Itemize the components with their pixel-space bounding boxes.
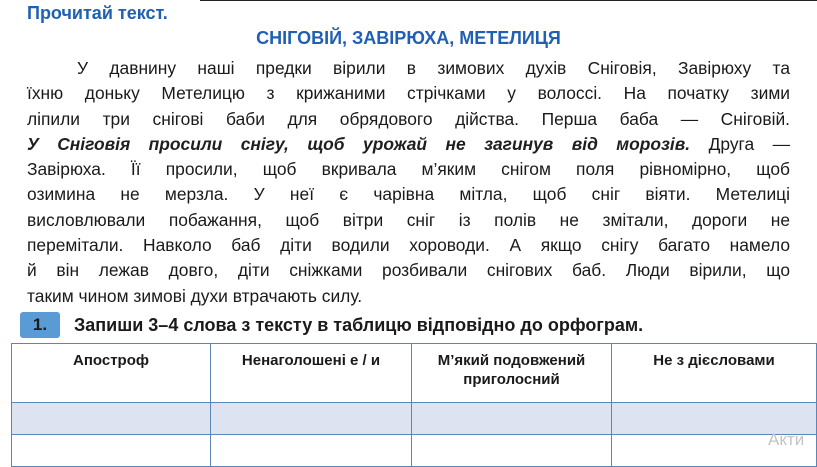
text-line: таким чином зимові духи втрачають силу. [27,285,363,306]
answer-table [11,343,817,467]
table-header-row [12,344,817,403]
task-number-badge: 1. [20,312,60,338]
table-cell[interactable] [12,403,211,435]
task-instruction: Запиши 3–4 слова з тексту в таблицю відповідно до орфограм. [74,314,644,335]
text-line: Завірюха. Її просили, щоб вкривала м’яким снігом поля рівномірно, щоб [27,159,790,180]
text-line-emphasis [27,132,790,157]
emphasis-sentence: У Сніговія просили снігу, щоб урожай не загинув від морозів. [27,133,691,154]
text-line: перемітали. Навколо баб діти водили хороводи. А якщо снігу багато намело [27,235,790,256]
column-header-soft-doubled-consonant: М’який подовжений приголосний [412,344,612,403]
top-rule [200,0,817,1]
table-cell[interactable] [211,403,412,435]
text-line: висловлювали побажання, щоб вітри сніг із полів не змітали, дороги не [27,209,790,230]
text-title: СНІГОВІЙ, ЗАВІРЮХА, МЕТЕЛИЦЯ [256,28,561,48]
text-line: У давнину наші предки вірили в зимових духів Сніговія, Завірюху та [77,58,790,78]
task [20,312,643,338]
column-header-apostrophe: Апостроф [12,344,211,403]
text-line: ліпили три снігові баби для обрядового дійства. Перша баба — Сніговій. [27,108,790,129]
section-heading: Прочитай текст. [27,3,168,23]
text-line: озимина не мерзла. У неї є чарівна мітла, щоб сніг віяти. Метелиці [27,184,790,205]
text-line: їхню доньку Метелицю з крижаними стрічками у волоссі. На початку зими [27,83,790,104]
table-row [12,403,817,435]
column-header-ne-with-verbs: Не з дієсловами [612,344,817,403]
column-header-unstressed-e-y: Ненаголошені е / и [211,344,412,403]
text-line: й він лежав довго, діти сніжками розбивали снігових баб. Люди вірили, що [27,260,790,281]
activation-watermark: Акти [768,430,805,449]
table-cell[interactable] [412,403,612,435]
text-fragment: Друга — [708,133,791,154]
reading-text [27,56,790,309]
